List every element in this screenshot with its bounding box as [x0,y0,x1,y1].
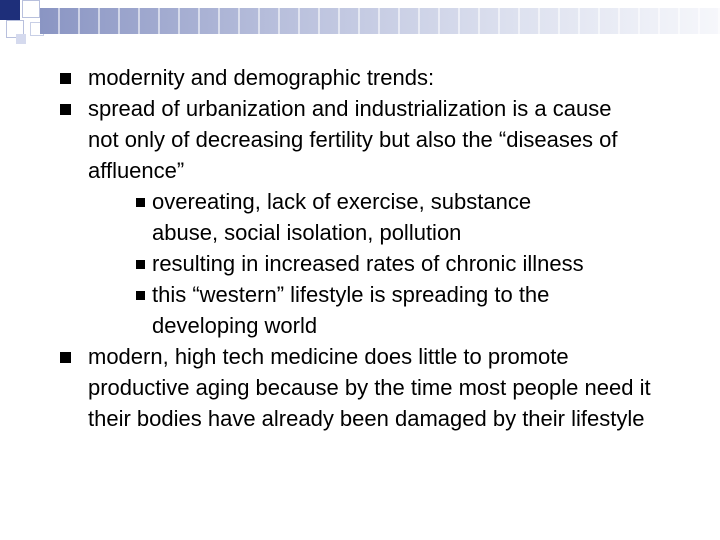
bullet-item [60,341,668,434]
header-stripes [40,8,720,34]
decorative-square [16,34,26,44]
small-square-bullet-icon [136,198,145,207]
bullet-text: modern, high tech medicine does little to promote productive aging because by the time most people need it their bodies have already been damaged by their lifestyle [88,344,651,431]
sub-bullet-text: overeating, lack of exercise, substance abuse, social isolation, pollution [152,189,532,245]
bullet-text: spread of urbanization and industrialization is a cause not only of decreasing fertility but also the “diseases of affluence” [88,96,618,183]
sub-bullet-item [60,248,592,279]
slide-content [60,62,700,434]
sub-bullet-text: resulting in increased rates of chronic illness [152,251,584,276]
square-bullet-icon [60,73,71,84]
small-square-bullet-icon [136,291,145,300]
sub-bullet-item [60,279,632,341]
small-square-bullet-icon [136,260,145,269]
square-bullet-icon [60,352,71,363]
sub-bullet-item [60,186,592,248]
bullet-item [60,93,648,186]
square-bullet-icon [60,104,71,115]
decorative-square [22,0,40,18]
bullet-text: modernity and demographic trends: [88,65,435,90]
sub-bullet-text: this “western” lifestyle is spreading to the developing world [152,282,550,338]
decorative-square [0,0,20,20]
bullet-item [60,62,548,93]
